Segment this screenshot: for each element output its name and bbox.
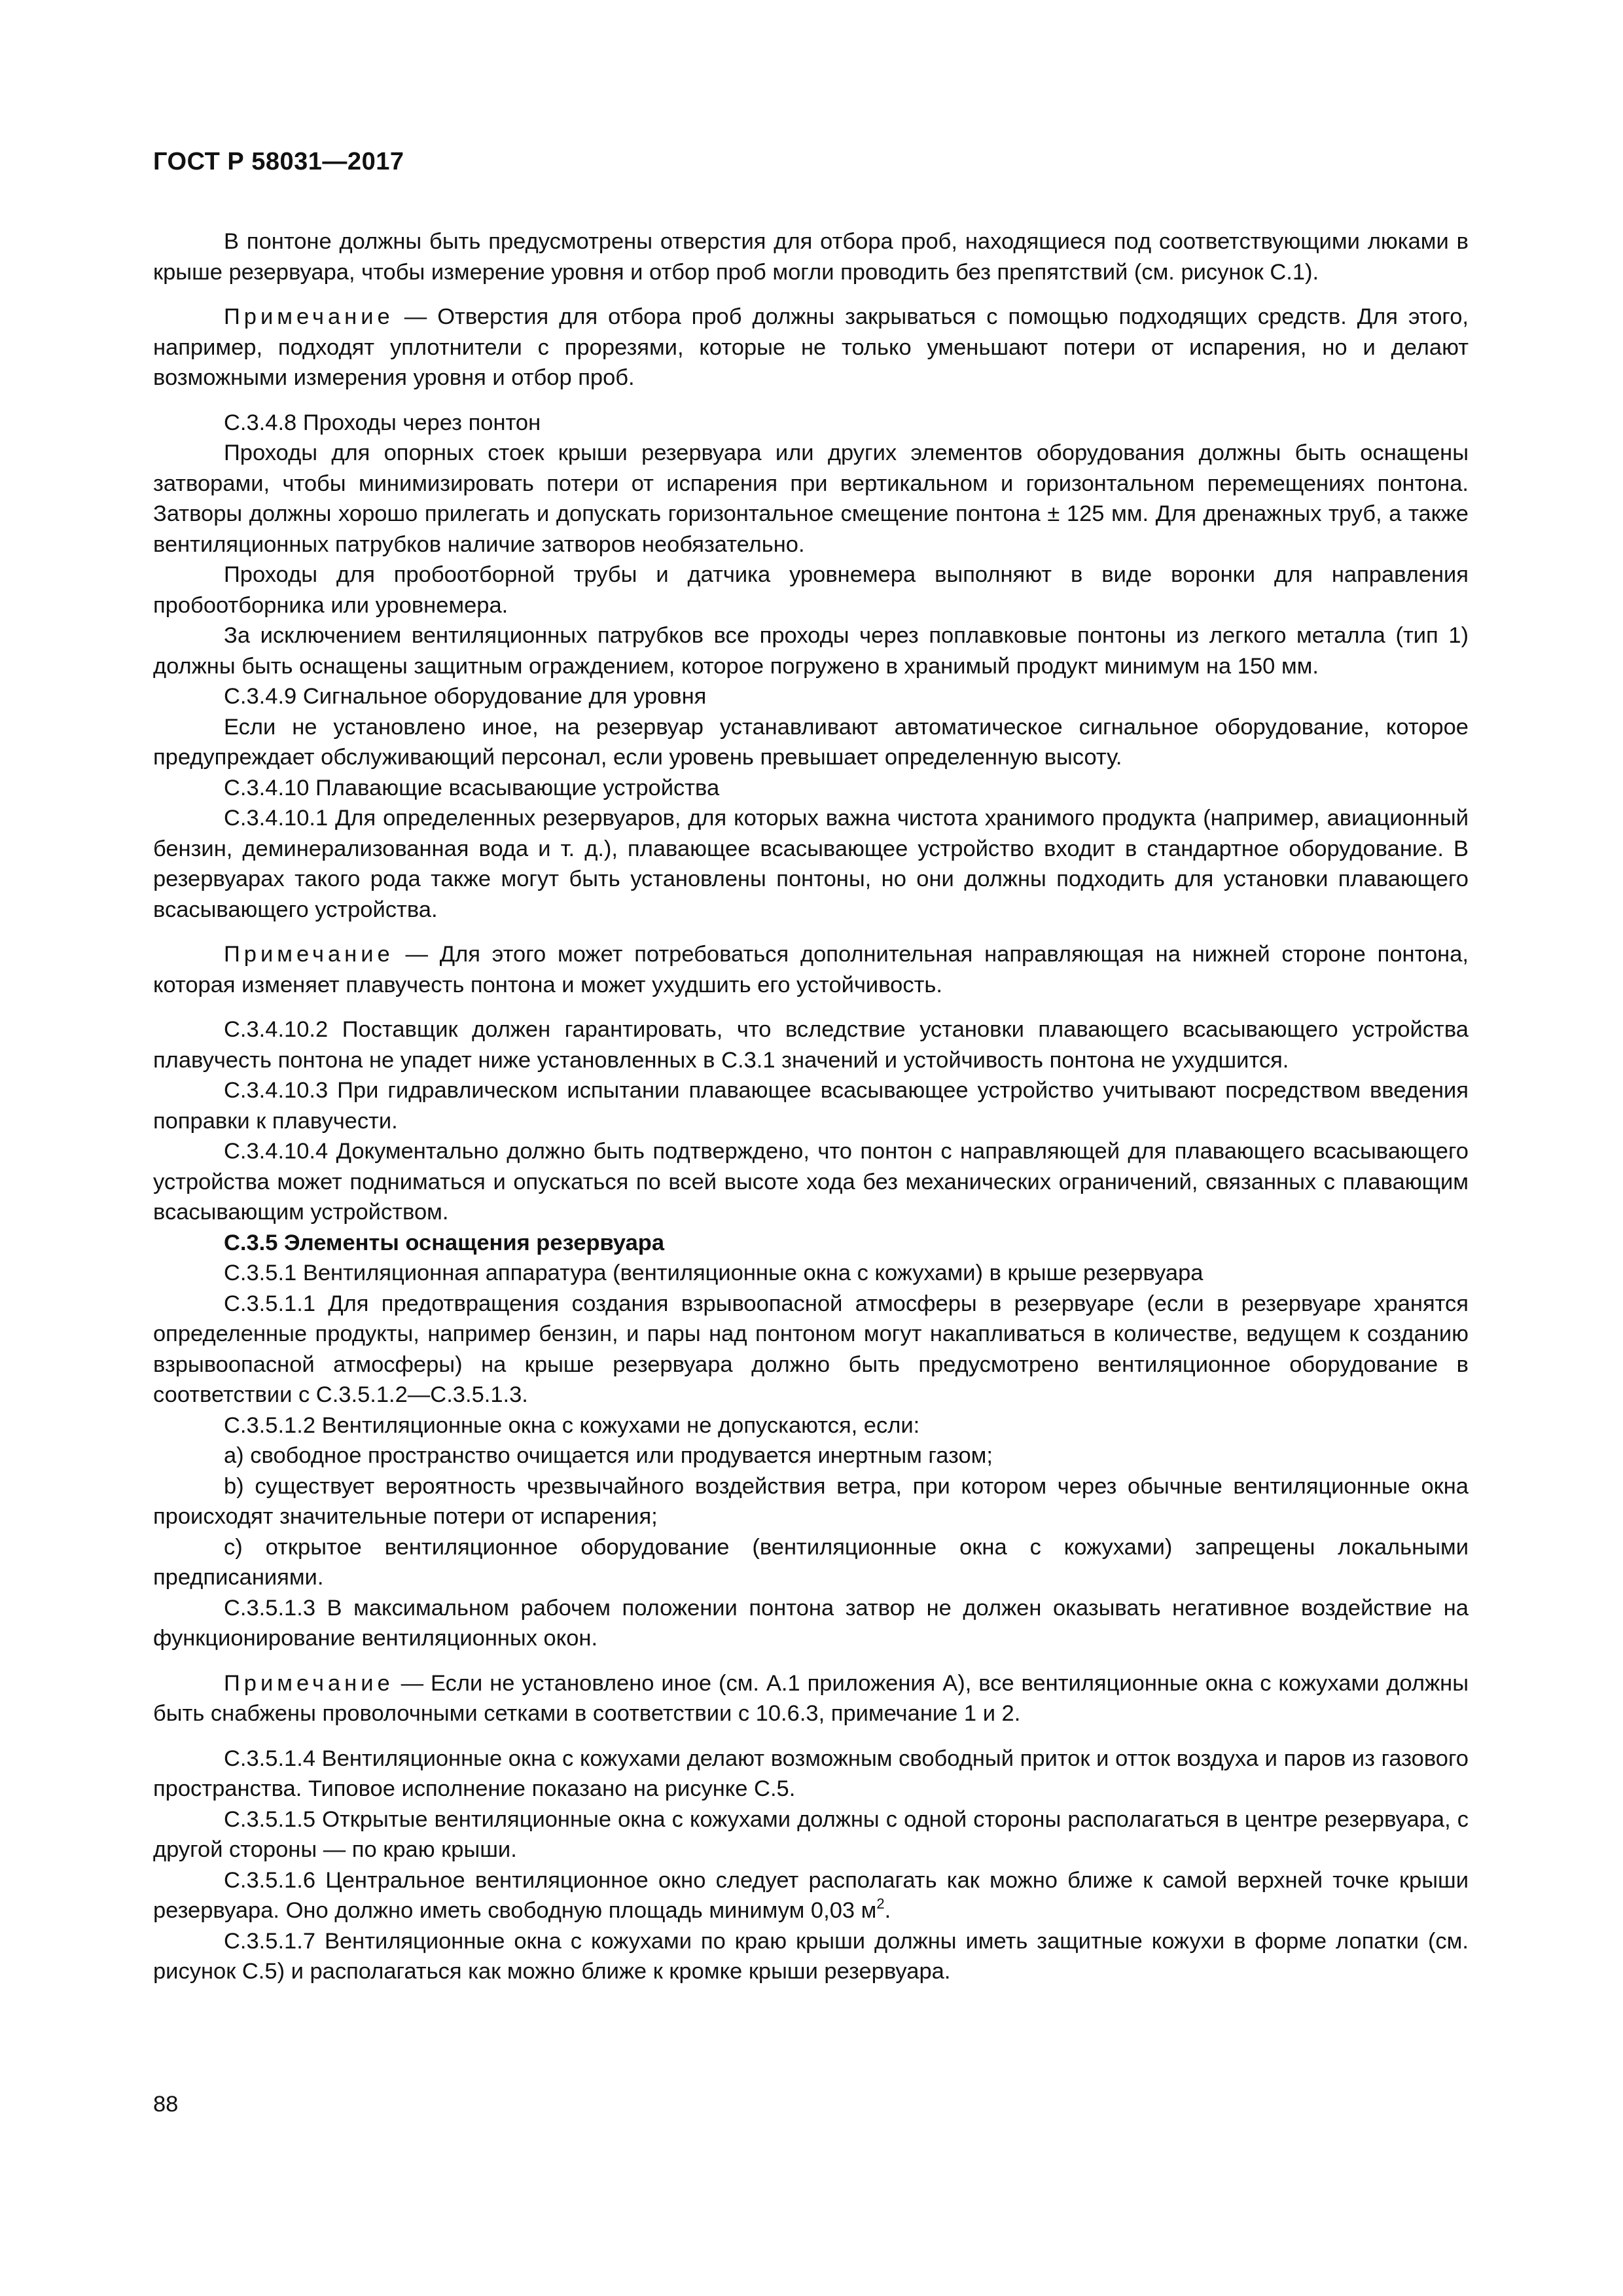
list-item: с) открытое вентиляционное оборудование (вентиляционные окна с кожухами) запрещены локальными предписаниями. [153, 1534, 1469, 1590]
list-item: а) свободное пространство очищается или продувается инертным газом; [224, 1443, 993, 1468]
page-number: 88 [153, 2092, 179, 2117]
note-text: — Если не установлено иное (см. А.1 приложения А), все вентиляционные окна с кожухами должны быть снабжены проволочными сетками в соответствии с 10.6.3, примечание 1 и 2. [153, 1670, 1469, 1726]
note-label: Примечание [224, 942, 394, 967]
section-heading: С.3.5 Элементы оснащения резервуара [224, 1230, 665, 1255]
paragraph: С.3.5.1.1 Для предотвращения создания взрывоопасной атмосферы в резервуаре (если в резервуаре хранятся определенные продукты, например бензин, и пары над понтоном могут накапливаться в количестве, ведущем к созданию взрывоопасной атмосферы) на крыше резервуара должно быть предусмотрено вентиляционное оборудование в соответствии с С.3.5.1.2—С.3.5.1.3. [153, 1291, 1469, 1407]
paragraph: С.3.5.1.4 Вентиляционные окна с кожухами делают возможным свободный приток и отток воздуха и паров из газового пространства. Типовое исполнение показано на рисунке С.5. [153, 1746, 1469, 1801]
subsection-heading: С.3.4.9 Сигнальное оборудование для уровня [224, 684, 707, 709]
note-paragraph [153, 1668, 1469, 1729]
paragraph: Проходы для пробоотборной трубы и датчика уровнемера выполняют в виде воронки для направления пробоотборника или уровнемера. [153, 562, 1469, 618]
note-paragraph [153, 939, 1469, 1000]
paragraph: С.3.5.1.5 Открытые вентиляционные окна с кожухами должны с одной стороны располагаться в центре резервуара, с другой стороны — по краю крыши. [153, 1806, 1469, 1862]
paragraph: За исключением вентиляционных патрубков все проходы через поплавковые понтоны из легкого металла (тип 1) должны быть оснащены защитным ограждением, которое погружено в хранимый продукт минимум на 150 мм. [153, 623, 1469, 679]
paragraph: С.3.5.1.3 В максимальном рабочем положении понтона затвор не должен оказывать негативное воздействие на функционирование вентиляционных окон. [153, 1595, 1469, 1651]
note-paragraph [153, 302, 1469, 393]
paragraph: С.3.4.10.1 Для определенных резервуаров, для которых важна чистота хранимого продукта (например, авиационный бензин, деминерализованная вода и т. д.), плавающее всасывающее устройство входит в стандартное оборудование. В резервуарах такого рода также могут быть установлены понтоны, но они должны подходить для установки плавающего всасывающего устройства. [153, 806, 1469, 922]
superscript: 2 [876, 1895, 885, 1912]
paragraph-end: . [884, 1898, 891, 1923]
paragraph: В понтоне должны быть предусмотрены отверстия для отбора проб, находящиеся под соответствующими люками в крыше резервуара, чтобы измерение уровня и отбор проб могли проводить без препятствий (см. рисунок С.1). [153, 229, 1469, 285]
paragraph: С.3.4.10.3 При гидравлическом испытании плавающее всасывающее устройство учитывают посредством введения поправки к плавучести. [153, 1078, 1469, 1134]
note-text: — Для этого может потребоваться дополнительная направляющая на нижней стороне понтона, которая изменяет плавучесть понтона и может ухудшить его устойчивость. [153, 942, 1469, 997]
paragraph: С.3.5.1.7 Вентиляционные окна с кожухами по краю крыши должны иметь защитные кожухи в форме лопатки (см. рисунок С.5) и располагаться как можно ближе к кромке крыши резервуара. [153, 1928, 1469, 1984]
subsection-heading: С.3.4.8 Проходы через понтон [224, 410, 541, 435]
note-label: Примечание [224, 1670, 394, 1696]
paragraph: С.3.4.10.4 Документально должно быть подтверждено, что понтон с направляющей для плавающего всасывающего устройства может подниматься и опускаться по всей высоте хода без механических ограничений, связанных с плавающим всасывающим устройством. [153, 1139, 1469, 1225]
subsection-heading: С.3.5.1 Вентиляционная аппаратура (вентиляционные окна с кожухами) в крыше резервуара [224, 1261, 1204, 1285]
paragraph: С.3.4.10.2 Поставщик должен гарантировать, что вследствие установки плавающего всасывающего устройства плавучесть понтона не упадет ниже установленных в С.3.1 значений и устойчивость понтона не ухудшится. [153, 1017, 1469, 1073]
paragraph: Проходы для опорных стоек крыши резервуара или других элементов оборудования должны быть оснащены затворами, чтобы минимизировать потери от испарения при вертикальном и горизонтальном перемещениях понтона. Затворы должны хорошо прилегать и допускать горизонтальное смещение понтона ± 125 мм. Для дренажных труб, а также вентиляционных патрубков наличие затворов необязательно. [153, 440, 1469, 557]
paragraph-text: С.3.5.1.6 Центральное вентиляционное окно следует располагать как можно ближе к самой верхней точке крыши резервуара. Оно должно иметь свободную площадь минимум 0,03 м [153, 1867, 1469, 1923]
list-item: b) существует вероятность чрезвычайного воздействия ветра, при котором через обычные вентиляционные окна происходят значительные потери от испарения; [153, 1473, 1469, 1529]
paragraph: Если не установлено иное, на резервуар устанавливают автоматическое сигнальное оборудование, которое предупреждает обслуживающий персонал, если уровень превышает определенную высоту. [153, 714, 1469, 770]
document-header: ГОСТ Р 58031—2017 [153, 148, 404, 175]
document-body [153, 226, 1469, 1987]
paragraph [153, 1865, 1469, 1926]
note-label: Примечание [224, 304, 394, 329]
note-text: — Отверстия для отбора проб должны закрываться с помощью подходящих средств. Для этого, например, подходят уплотнители с прорезями, которые не только уменьшают потери от испарения, но и делают возможными измерения уровня и отбор проб. [153, 304, 1469, 390]
subsection-heading: С.3.4.10 Плавающие всасывающие устройства [224, 775, 720, 800]
paragraph: С.3.5.1.2 Вентиляционные окна с кожухами не допускаются, если: [224, 1412, 920, 1438]
